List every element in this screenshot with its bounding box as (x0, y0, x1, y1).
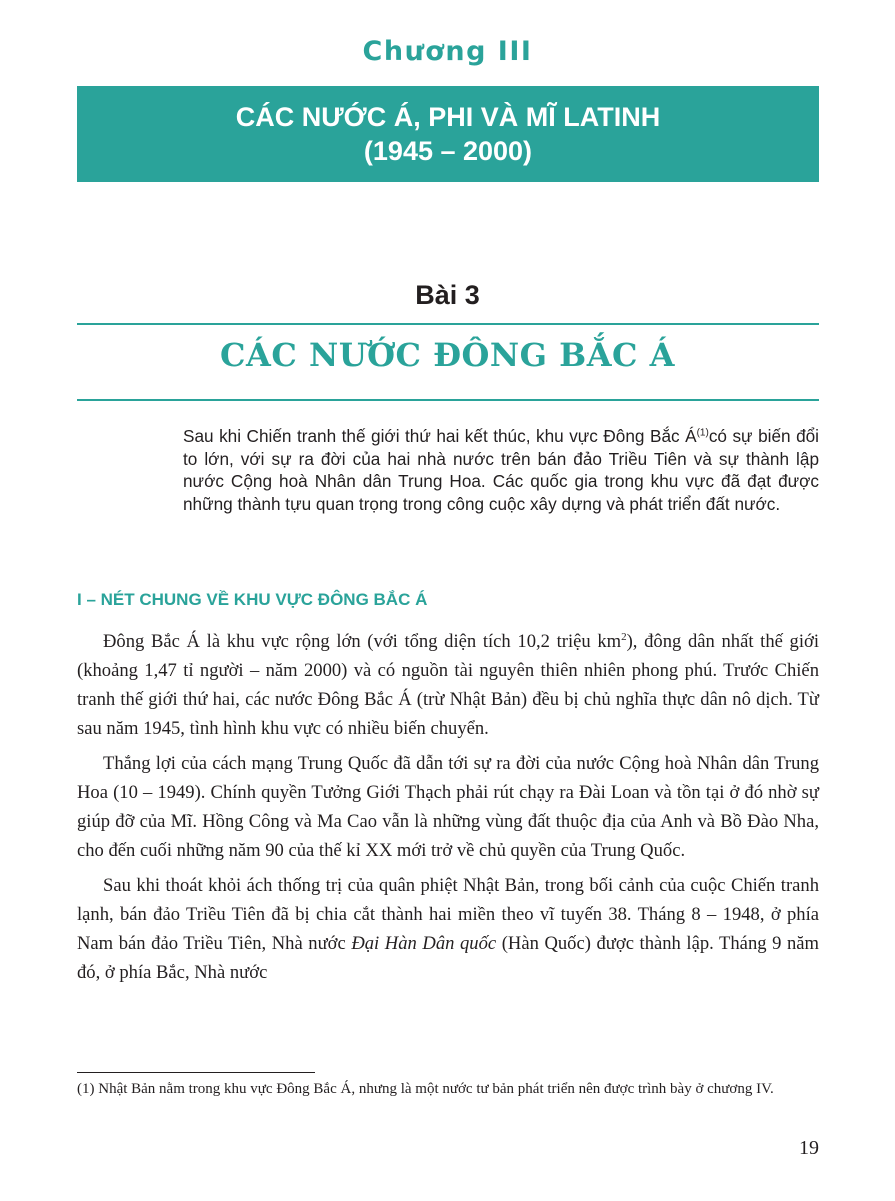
intro-text-end: có sự biến đổi to lớn, với sự ra đời của hai nhà nước trên bán đảo Triều Tiên và sự thành lập nước Cộng hoà Nhân dân Trung Hoa. Các quốc gia trong khu vực đã đạt được những thành tựu quan trọng trong công cuộc xây dựng và phát triển đất nước. (183, 426, 820, 514)
intro-text-start: Sau khi Chiến tranh thế giới thứ hai kết thúc, khu vực Đông Bắc Á (183, 426, 697, 446)
footnote: (1) Nhật Bản nằm trong khu vực Đông Bắc Á, nhưng là một nước tư bản phát triển nên được trình bày ở chương IV. (77, 1081, 774, 1097)
superscript-2: 2 (621, 630, 627, 643)
paragraph-3-text-end: (Hàn Quốc) được thành lập. Tháng 9 năm đó, ở phía Bắc, Nhà nước (77, 933, 819, 983)
chapter-title-line1: CÁC NƯỚC Á, PHI VÀ MĨ LATINH (235, 102, 661, 132)
intro-paragraph (183, 425, 819, 515)
footnote-divider (77, 1072, 315, 1073)
page-number: 19 (799, 1137, 819, 1159)
lesson-title-bottom-rule (77, 399, 819, 401)
chapter-title-line2: (1945 – 2000) (363, 136, 533, 166)
paragraph-2: Thắng lợi của cách mạng Trung Quốc đã dẫn tới sự ra đời của nước Cộng hoà Nhân dân Trung Hoa (10 – 1949). Chính quyền Tưởng Giới Thạch phải rút chạy ra Đài Loan và tồn tại ở đó nhờ sự giúp đỡ của Mĩ. Hồng Công và Ma Cao vẫn là những vùng đất thuộc địa của Anh và Bồ Đào Nha, cho đến cuối những năm 90 của thế kỉ XX mới trở về chủ quyền của Trung Quốc. (77, 753, 819, 861)
paragraph-3-italic: Đại Hàn Dân quốc (351, 933, 497, 954)
paragraph-1-text-start: Đông Bắc Á là khu vực rộng lớn (với tổng diện tích 10,2 triệu km (103, 631, 622, 652)
lesson-title: CÁC NƯỚC ĐÔNG BẮC Á (220, 336, 675, 374)
chapter-title-banner (77, 86, 819, 182)
paragraph-1 (77, 627, 819, 743)
chapter-label: Chương III (362, 36, 533, 67)
paragraph-3 (77, 871, 819, 987)
paragraph-3-text-start: Sau khi thoát khỏi ách thống trị của quân phiệt Nhật Bản, trong bối cảnh của cuộc Chiến tranh lạnh, bán đảo Triều Tiên đã bị chia cắt thành hai miền theo vĩ tuyến 38. Tháng 8 – 1948, ở phía Nam bán đảo Triều Tiên, Nhà nước (77, 875, 819, 954)
body-text (77, 627, 819, 993)
lesson-number: Bài 3 (415, 280, 480, 310)
footnote-reference: (1) (696, 427, 709, 439)
paragraph-1-text-end: ), đông dân nhất thế giới (khoảng 1,47 tỉ người – năm 2000) và có nguồn tài nguyên thiên nhiên phong phú. Trước Chiến tranh thế giới thứ hai, các nước Đông Bắc Á (trừ Nhật Bản) đều bị chủ nghĩa thực dân nô dịch. Từ sau năm 1945, tình hình khu vực có nhiều biến chuyển. (77, 631, 820, 739)
section-heading: I – NÉT CHUNG VỀ KHU VỰC ĐÔNG BẮC Á (77, 590, 428, 609)
lesson-title-top-rule (77, 323, 819, 325)
